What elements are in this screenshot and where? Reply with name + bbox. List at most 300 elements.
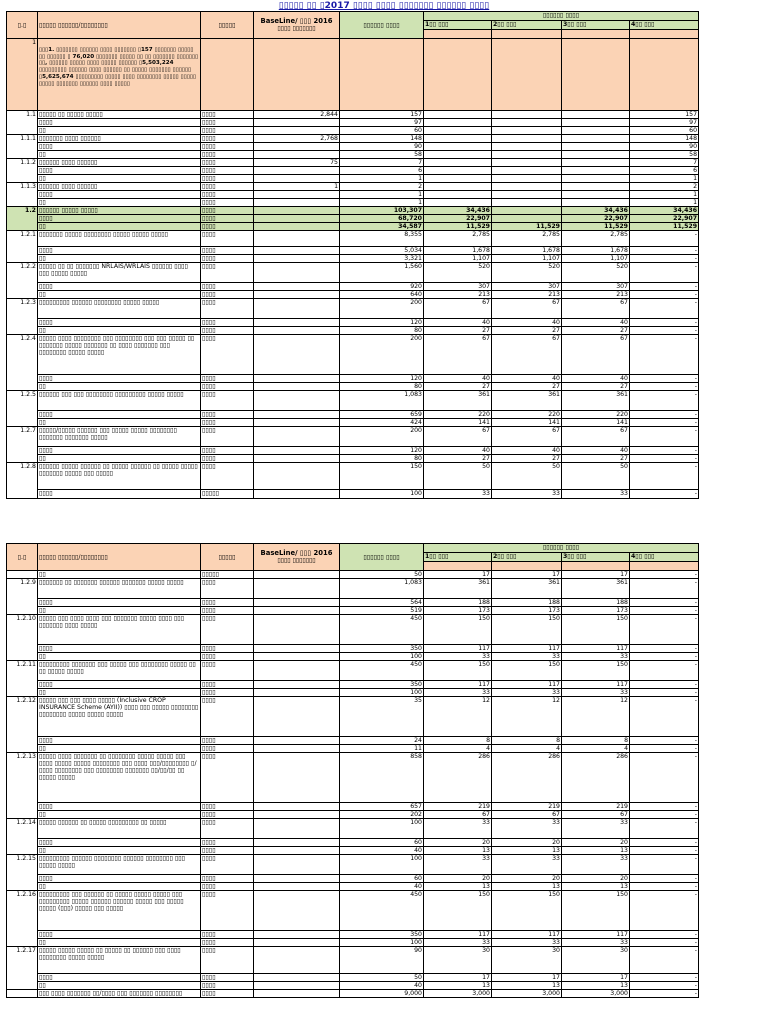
row-q2-target: 33 — [492, 819, 562, 839]
header-description-2: ▯▯▯▯▯ ▯▯▯▯▯▯/▯▯▯▯▯▯▯▯ — [38, 544, 201, 571]
table-row — [7, 319, 699, 327]
table-row — [7, 599, 699, 607]
row-q4-target: - — [630, 875, 699, 883]
header-q3: 3▯▯ ▯▯▯ — [562, 21, 630, 30]
row-baseline — [254, 455, 340, 463]
row-baseline — [254, 419, 340, 427]
row-q3-target: 67 — [562, 299, 630, 319]
row-baseline — [254, 982, 340, 990]
row-baseline — [254, 891, 340, 931]
row-q4-target: - — [630, 447, 699, 455]
row-q1-target: 188 — [424, 599, 492, 607]
row-q4-target: - — [630, 697, 699, 737]
row-description: ▯▯ — [38, 455, 201, 463]
row-unit: ▯▯▯▯ — [201, 982, 254, 990]
row-unit: ▯▯▯▯ — [201, 615, 254, 645]
table-row — [7, 689, 699, 697]
header-annual-target-2: ▯▯▯▯▯▯ ▯▯▯▯ — [340, 544, 424, 571]
row-q3-target: 117 — [562, 645, 630, 653]
row-q1-target: 12 — [424, 697, 492, 737]
row-description: ▯▯ — [38, 175, 201, 183]
row-unit: ▯▯▯▯ — [201, 607, 254, 615]
row-code: 1.2.8 — [7, 463, 38, 499]
row-annual-target: 920 — [340, 283, 424, 291]
row-annual-target: 35 — [340, 697, 424, 737]
row-unit: ▯▯▯▯ — [201, 111, 254, 119]
row-q4-target: 157 — [630, 111, 699, 119]
row-annual-target: 657 — [340, 803, 424, 811]
row-q3-target: 33 — [562, 855, 630, 875]
row-q1-target — [424, 119, 492, 127]
row-annual-target: 50 — [340, 974, 424, 982]
row-q2-target: 11,529 — [492, 223, 562, 231]
row-unit: ▯▯▯▯ — [201, 159, 254, 167]
row-description: ▯▯▯▯▯▯▯▯▯ ▯▯▯ ▯▯▯▯▯▯ ▯▯ ▯▯▯▯▯ ▯▯▯▯▯ ▯▯▯▯▯ ▯▯▯ ▯▯▯▯▯▯▯▯▯ ▯▯▯▯▯ ▯▯▯▯▯▯ ▯▯▯▯▯▯ ▯▯▯▯▯ ▯▯▯ ▯▯▯▯▯ ▯▯▯▯▯ (▯▯▯) ▯▯▯▯▯ ▯▯▯ ▯▯▯▯▯ — [38, 891, 201, 931]
header-baseline: BaseLine/ ▯▯▯ 2016 ▯▯▯▯ ▯▯▯▯▯▯▯ — [254, 12, 340, 39]
row-q2-target: 361 — [492, 579, 562, 599]
row-unit: ▯▯▯▯ — [201, 151, 254, 159]
row-description: ▯▯▯▯ — [38, 319, 201, 327]
row-baseline — [254, 127, 340, 135]
row-description: ▯▯▯▯▯▯▯ ▯▯ ▯▯▯▯▯▯▯ ▯▯▯▯▯▯ ▯▯▯▯▯▯▯ ▯▯▯▯▯ ▯▯▯▯▯ — [38, 579, 201, 599]
section-1-objective: ▯▯▯1. ▯▯▯▯▯▯▯ ▯▯▯▯▯▯ ▯▯▯▯ ▯▯▯▯▯▯▯ ▯157 ▯▯▯▯▯▯▯ ▯▯▯▯▯ ▯▯ ▯▯▯▯▯▯ ▯ 76,020 ▯▯▯▯▯▯▯ ▯▯▯▯▯ ▯▯ ▯▯ ▯▯▯▯▯▯▯ ▯▯▯▯▯▯▯ ▯▯, ▯▯▯▯▯▯ ▯▯▯▯▯ ▯▯▯▯ ▯▯▯▯▯ ▯▯▯▯▯▯ ▯5,503,224 ▯▯▯▯▯▯▯▯▯ ▯▯▯▯▯▯ ▯▯▯▯ ▯▯▯▯▯▯ ▯▯ ▯▯▯▯▯ ▯▯▯▯▯▯▯ ▯▯▯▯▯▯ ▯5,625,674 ▯▯▯▯▯▯▯▯▯ ▯▯▯▯▯ ▯▯▯▯ ▯▯▯▯▯▯▯▯ ▯▯▯▯▯ ▯▯▯▯▯ ▯▯▯▯▯ ▯▯▯▯▯▯▯ ▯▯▯▯▯▯ ▯▯▯▯ ▯▯▯▯▯ — [38, 39, 201, 111]
row-unit: ▯▯▯▯ — [201, 223, 254, 231]
row-baseline — [254, 327, 340, 335]
row-q2-target: 33 — [492, 939, 562, 947]
row-q1-target — [424, 127, 492, 135]
row-baseline — [254, 299, 340, 319]
row-baseline — [254, 463, 340, 490]
row-annual-target: 1,083 — [340, 579, 424, 599]
table-row — [7, 151, 699, 159]
row-q2-target: 141 — [492, 419, 562, 427]
row-q1-target: 150 — [424, 661, 492, 681]
row-q1-target — [424, 167, 492, 175]
row-q3-target: 117 — [562, 681, 630, 689]
row-q3-target: 13 — [562, 982, 630, 990]
row-q3-target: 50 — [562, 463, 630, 490]
header-annual-target: ▯▯▯▯▯▯ ▯▯▯▯ — [340, 12, 424, 39]
row-q2-target: 33 — [492, 490, 562, 499]
row-q2-target: 213 — [492, 291, 562, 299]
row-unit: ▯▯▯▯ — [201, 990, 254, 998]
row-q1-target — [424, 159, 492, 167]
row-baseline — [254, 697, 340, 737]
row-annual-target: 58 — [340, 151, 424, 159]
row-description: ▯▯▯▯ — [38, 974, 201, 982]
row-annual-target: 1 — [340, 175, 424, 183]
row-q4-target: - — [630, 847, 699, 855]
table-row — [7, 974, 699, 982]
row-description: ▯▯ — [38, 255, 201, 263]
row-q2-target: 1,107 — [492, 255, 562, 263]
row-code: 1.2.2 — [7, 263, 38, 299]
row-q1-target: 117 — [424, 681, 492, 689]
row-annual-target: 3,321 — [340, 255, 424, 263]
header-description: ▯▯▯▯▯ ▯▯▯▯▯▯/▯▯▯▯▯▯▯▯ — [38, 12, 201, 39]
table-row — [7, 463, 699, 490]
target-table-2 — [6, 543, 699, 998]
row-description: ▯▯▯▯▯/▯▯▯▯▯ ▯▯▯▯▯▯ ▯▯▯ ▯▯▯▯▯ ▯▯▯▯▯ ▯▯▯▯▯▯▯▯ ▯▯▯▯▯▯▯ ▯▯▯▯▯▯▯ ▯▯▯▯▯ — [38, 427, 201, 447]
row-q3-target: 17 — [562, 974, 630, 982]
row-q3-target: 34,436 — [562, 207, 630, 215]
row-description: ▯▯ — [38, 847, 201, 855]
row-q4-target: - — [630, 939, 699, 947]
row-q1-target: 1,107 — [424, 255, 492, 263]
row-unit: ▯▯▯▯ — [201, 931, 254, 939]
row-q1-target: 20 — [424, 839, 492, 847]
row-code: 1.2.14 — [7, 819, 38, 855]
row-q4-target: - — [630, 661, 699, 681]
row-q3-target: 286 — [562, 753, 630, 803]
table-row — [7, 891, 699, 931]
row-code: 1.2 — [7, 207, 38, 231]
row-description: ▯▯▯▯▯ ▯▯▯ ▯▯▯▯ ▯▯▯▯ ▯▯▯ ▯▯▯▯▯▯▯ ▯▯▯▯▯ ▯▯▯▯ ▯▯▯ ▯▯▯▯▯▯▯ ▯▯▯▯ ▯▯▯▯▯ — [38, 615, 201, 645]
row-annual-target: 68,720 — [340, 215, 424, 223]
row-q4-target: 11,529 — [630, 223, 699, 231]
row-description: ▯▯▯▯▯▯ ▯▯▯▯ ▯▯▯▯▯▯ — [38, 183, 201, 191]
row-baseline — [254, 931, 340, 939]
row-annual-target: 40 — [340, 847, 424, 855]
table-row — [7, 697, 699, 737]
row-annual-target: 350 — [340, 681, 424, 689]
table-row — [7, 427, 699, 447]
row-unit: ▯▯▯▯ — [201, 215, 254, 223]
row-q4-target: - — [630, 455, 699, 463]
table-row — [7, 939, 699, 947]
row-description: ▯▯▯▯ — [38, 737, 201, 745]
row-unit: ▯▯▯▯ — [201, 839, 254, 847]
row-annual-target: 100 — [340, 819, 424, 839]
row-baseline — [254, 143, 340, 151]
row-annual-target: 1,560 — [340, 263, 424, 283]
row-q3-target: 30 — [562, 947, 630, 974]
row-q3-target — [562, 143, 630, 151]
row-baseline — [254, 231, 340, 247]
row-q3-target: 1,678 — [562, 247, 630, 255]
row-annual-target: 8,355 — [340, 231, 424, 247]
row-q2-target: 3,000 — [492, 990, 562, 998]
row-baseline — [254, 223, 340, 231]
row-q3-target: 20 — [562, 875, 630, 883]
row-annual-target: 1 — [340, 191, 424, 199]
row-q4-target: - — [630, 419, 699, 427]
row-q4-target: - — [630, 327, 699, 335]
row-q2-target: 13 — [492, 982, 562, 990]
row-q2-target — [492, 143, 562, 151]
row-q2-target: 50 — [492, 463, 562, 490]
row-annual-target: 97 — [340, 119, 424, 127]
table-row — [7, 579, 699, 599]
row-description: ▯▯▯▯ — [38, 875, 201, 883]
row-description: ▯▯▯▯▯▯▯▯▯ ▯▯▯▯▯▯ ▯▯▯▯▯▯▯▯ ▯▯▯▯▯ ▯▯▯▯▯ — [38, 299, 201, 319]
row-code: 1.1.3 — [7, 183, 38, 207]
row-description: ▯▯ — [38, 151, 201, 159]
row-unit: ▯▯▯▯ — [201, 231, 254, 247]
table-row — [7, 883, 699, 891]
row-q4-target: - — [630, 931, 699, 939]
row-unit: ▯▯▯▯ — [201, 291, 254, 299]
table-row — [7, 223, 699, 231]
row-q2-target: 67 — [492, 299, 562, 319]
row-q2-target: 117 — [492, 931, 562, 939]
row-q3-target — [562, 119, 630, 127]
row-q1-target: 27 — [424, 383, 492, 391]
row-unit: ▯▯▯▯ — [201, 947, 254, 974]
row-baseline — [254, 199, 340, 207]
row-q2-target: 117 — [492, 645, 562, 653]
row-description: ▯▯ — [38, 689, 201, 697]
row-q4-target: 148 — [630, 135, 699, 143]
row-q1-target: 117 — [424, 931, 492, 939]
row-q2-target — [492, 127, 562, 135]
row-q4-target: 1 — [630, 199, 699, 207]
row-code: 1.2.5 — [7, 391, 38, 427]
row-q1-target: 67 — [424, 299, 492, 319]
row-unit: ▯▯▯▯ — [201, 207, 254, 215]
row-q4-target: - — [630, 391, 699, 411]
row-q1-target: 150 — [424, 891, 492, 931]
row-annual-target: 519 — [340, 607, 424, 615]
row-description: ▯▯▯▯ — [38, 839, 201, 847]
row-unit: ▯▯▯▯ — [201, 745, 254, 753]
row-q4-target: - — [630, 463, 699, 490]
row-unit: ▯▯▯▯ — [201, 143, 254, 151]
row-code: 1.2.12 — [7, 697, 38, 753]
row-annual-target: 202 — [340, 811, 424, 819]
row-baseline — [254, 847, 340, 855]
row-q3-target: 4 — [562, 745, 630, 753]
row-baseline — [254, 383, 340, 391]
row-code — [7, 990, 38, 998]
row-q4-target: - — [630, 383, 699, 391]
row-q1-target — [424, 191, 492, 199]
row-q4-target: 90 — [630, 143, 699, 151]
row-unit: ▯▯▯▯ — [201, 689, 254, 697]
row-description: ▯▯▯▯▯ ▯▯ ▯▯ ▯▯▯▯▯▯▯ NRLAIS/WRLAIS ▯▯▯▯▯▯ ▯▯▯▯ ▯▯▯ ▯▯▯▯▯ ▯▯▯▯▯ — [38, 263, 201, 283]
row-q1-target: 361 — [424, 579, 492, 599]
row-description: ▯▯ — [38, 745, 201, 753]
row-code: 1.1.2 — [7, 159, 38, 183]
table-row — [7, 183, 699, 191]
row-q1-target: 67 — [424, 427, 492, 447]
row-q1-target: 13 — [424, 847, 492, 855]
row-code: 1.2.4 — [7, 335, 38, 391]
table-row — [7, 645, 699, 653]
table-row — [7, 615, 699, 645]
row-baseline — [254, 737, 340, 745]
row-unit: ▯▯▯▯ — [201, 299, 254, 319]
row-q4-target: - — [630, 335, 699, 375]
row-baseline — [254, 191, 340, 199]
row-q3-target: 220 — [562, 411, 630, 419]
row-q4-target: 1 — [630, 191, 699, 199]
row-annual-target: 103,307 — [340, 207, 424, 215]
row-q3-target: 27 — [562, 327, 630, 335]
row-description: ▯▯▯▯ — [38, 143, 201, 151]
row-q2-target: 150 — [492, 891, 562, 931]
row-q4-target: - — [630, 681, 699, 689]
row-baseline — [254, 645, 340, 653]
row-q4-target: 22,907 — [630, 215, 699, 223]
row-q3-target — [562, 191, 630, 199]
row-q4-target: - — [630, 263, 699, 283]
row-q4-target: - — [630, 411, 699, 419]
row-unit: ▯▯▯▯ — [201, 427, 254, 447]
row-q3-target — [562, 167, 630, 175]
row-q2-target: 67 — [492, 427, 562, 447]
row-q2-target: 33 — [492, 855, 562, 875]
table-row — [7, 255, 699, 263]
row-unit: ▯▯▯▯ — [201, 167, 254, 175]
row-annual-target: 640 — [340, 291, 424, 299]
row-q2-target — [492, 167, 562, 175]
table-row — [7, 391, 699, 411]
table-row — [7, 111, 699, 119]
row-description: ▯▯▯▯ — [38, 191, 201, 199]
row-baseline — [254, 939, 340, 947]
row-baseline — [254, 599, 340, 607]
row-baseline — [254, 247, 340, 255]
row-annual-target: 60 — [340, 839, 424, 847]
row-q4-target: 6 — [630, 167, 699, 175]
row-q2-target — [492, 151, 562, 159]
header-quarter-group: ▯▯▯▯▯▯ ▯▯▯▯ — [424, 12, 699, 21]
table-row — [7, 745, 699, 753]
row-q3-target — [562, 127, 630, 135]
row-annual-target: 80 — [340, 383, 424, 391]
row-baseline — [254, 391, 340, 411]
row-q2-target: 220 — [492, 411, 562, 419]
row-q1-target: 13 — [424, 883, 492, 891]
row-q1-target: 3,000 — [424, 990, 492, 998]
row-description: ▯▯ — [38, 291, 201, 299]
row-q1-target: 2,785 — [424, 231, 492, 247]
row-q3-target: 67 — [562, 335, 630, 375]
row-annual-target: 90 — [340, 143, 424, 151]
row-unit: ▯▯▯▯ — [201, 263, 254, 283]
row-annual-target: 1 — [340, 199, 424, 207]
row-annual-target: 24 — [340, 737, 424, 745]
row-q2-target: 150 — [492, 661, 562, 681]
row-q4-target: - — [630, 615, 699, 645]
row-baseline — [254, 283, 340, 291]
row-q3-target — [562, 111, 630, 119]
row-q3-target: 40 — [562, 375, 630, 383]
row-q2-target: 12 — [492, 697, 562, 737]
row-baseline — [254, 607, 340, 615]
row-baseline — [254, 819, 340, 839]
table-row — [7, 207, 699, 215]
row-unit: ▯▯▯▯▯ — [201, 571, 254, 579]
row-q4-target: - — [630, 255, 699, 263]
row-description: ▯▯▯▯ — [38, 167, 201, 175]
row-unit: ▯▯▯▯ — [201, 127, 254, 135]
row-q4-target: 97 — [630, 119, 699, 127]
row-q3-target: 361 — [562, 391, 630, 411]
row-description: ▯▯ — [38, 383, 201, 391]
row-q3-target — [562, 183, 630, 191]
row-annual-target: 100 — [340, 855, 424, 875]
row-q4-target: 34,436 — [630, 207, 699, 215]
row-q3-target: 20 — [562, 839, 630, 847]
row-q2-target — [492, 175, 562, 183]
row-q1-target: 67 — [424, 811, 492, 819]
row-annual-target: 200 — [340, 299, 424, 319]
row-q4-target: - — [630, 653, 699, 661]
row-q4-target: - — [630, 883, 699, 891]
row-description: ▯▯▯▯▯▯▯ ▯▯▯▯▯ ▯▯▯▯▯▯▯▯ ▯▯▯▯▯ ▯▯▯▯▯ ▯▯▯▯▯ — [38, 231, 201, 247]
row-description: ▯▯▯▯ — [38, 375, 201, 383]
row-description: ▯▯ — [38, 939, 201, 947]
row-annual-target: 120 — [340, 375, 424, 383]
row-code: 1.2.7 — [7, 427, 38, 463]
row-baseline — [254, 974, 340, 982]
row-q4-target: - — [630, 299, 699, 319]
row-q2-target: 1,678 — [492, 247, 562, 255]
header-sn-2: ▯.▯ — [7, 544, 38, 571]
row-annual-target: 80 — [340, 327, 424, 335]
row-baseline: 2,768 — [254, 135, 340, 143]
row-q1-target: 33 — [424, 653, 492, 661]
row-unit: ▯▯▯▯ — [201, 383, 254, 391]
row-q4-target: - — [630, 579, 699, 599]
row-annual-target: 564 — [340, 599, 424, 607]
row-q4-target: - — [630, 427, 699, 447]
row-annual-target: 5,034 — [340, 247, 424, 255]
row-unit: ▯▯▯▯▯ — [201, 490, 254, 499]
row-unit: ▯▯▯▯ — [201, 855, 254, 875]
row-q2-target — [492, 183, 562, 191]
row-baseline — [254, 319, 340, 327]
row-q2-target: 17 — [492, 974, 562, 982]
row-description: ▯▯ — [38, 653, 201, 661]
row-q1-target: 117 — [424, 645, 492, 653]
row-unit: ▯▯▯▯ — [201, 681, 254, 689]
row-description: ▯▯▯▯▯▯ ▯▯▯ ▯▯▯ ▯▯▯▯▯▯▯▯ ▯▯▯▯▯▯▯▯▯ ▯▯▯▯▯ ▯▯▯▯▯ — [38, 391, 201, 411]
row-annual-target: 150 — [340, 463, 424, 490]
row-code: 1.1.1 — [7, 135, 38, 159]
row-q2-target — [492, 199, 562, 207]
row-q3-target: 40 — [562, 319, 630, 327]
row-description: ▯▯▯▯▯▯ ▯▯▯▯▯ ▯▯▯▯▯▯ ▯▯ ▯▯▯▯▯ ▯▯▯▯▯▯ ▯▯ ▯▯▯▯▯ ▯▯▯▯▯ ▯▯▯▯▯▯▯ ▯▯▯▯▯ ▯▯▯ ▯▯▯▯▯ — [38, 463, 201, 490]
row-q1-target: 8 — [424, 737, 492, 745]
row-baseline — [254, 811, 340, 819]
row-q3-target: 27 — [562, 383, 630, 391]
row-description: ▯▯ — [38, 419, 201, 427]
row-description: ▯▯▯▯ — [38, 119, 201, 127]
row-q3-target: 40 — [562, 447, 630, 455]
table-row — [7, 119, 699, 127]
row-unit: ▯▯▯▯ — [201, 737, 254, 745]
row-q3-target: 12 — [562, 697, 630, 737]
row-q4-target: - — [630, 745, 699, 753]
row-description: ▯▯▯▯ — [38, 490, 201, 499]
table-row — [7, 455, 699, 463]
row-description: ▯▯▯▯▯ ▯▯▯▯ ▯▯▯▯▯▯▯ ▯▯ ▯▯▯▯▯▯▯▯ ▯▯▯▯▯ ▯▯▯▯▯ ▯▯▯ ▯▯▯▯ ▯▯▯▯▯ ▯▯▯▯▯ ▯▯▯▯▯▯▯▯ ▯▯▯ ▯▯▯▯ ▯▯▯/▯▯▯▯▯▯▯▯ ▯/▯▯▯▯ ▯▯▯▯▯▯▯▯ ▯▯▯ ▯▯▯▯▯▯▯▯ ▯▯▯▯▯▯▯ ▯▯/▯▯/▯▯ ▯▯ ▯▯▯▯▯ ▯▯▯▯▯ — [38, 753, 201, 803]
row-description: ▯▯▯▯▯ ▯▯ ▯▯▯▯▯ ▯▯▯▯▯ — [38, 111, 201, 119]
header-q2-2: 2▯▯ ▯▯▯ — [492, 553, 562, 562]
row-annual-target: 1,083 — [340, 391, 424, 411]
row-q4-target: 1 — [630, 175, 699, 183]
row-q1-target: 33 — [424, 855, 492, 875]
row-q3-target: 33 — [562, 819, 630, 839]
row-q3-target: 67 — [562, 811, 630, 819]
row-q1-target: 13 — [424, 982, 492, 990]
row-baseline — [254, 119, 340, 127]
header-q4-2: 4▯▯ ▯▯▯ — [630, 553, 699, 562]
table-row — [7, 335, 699, 375]
